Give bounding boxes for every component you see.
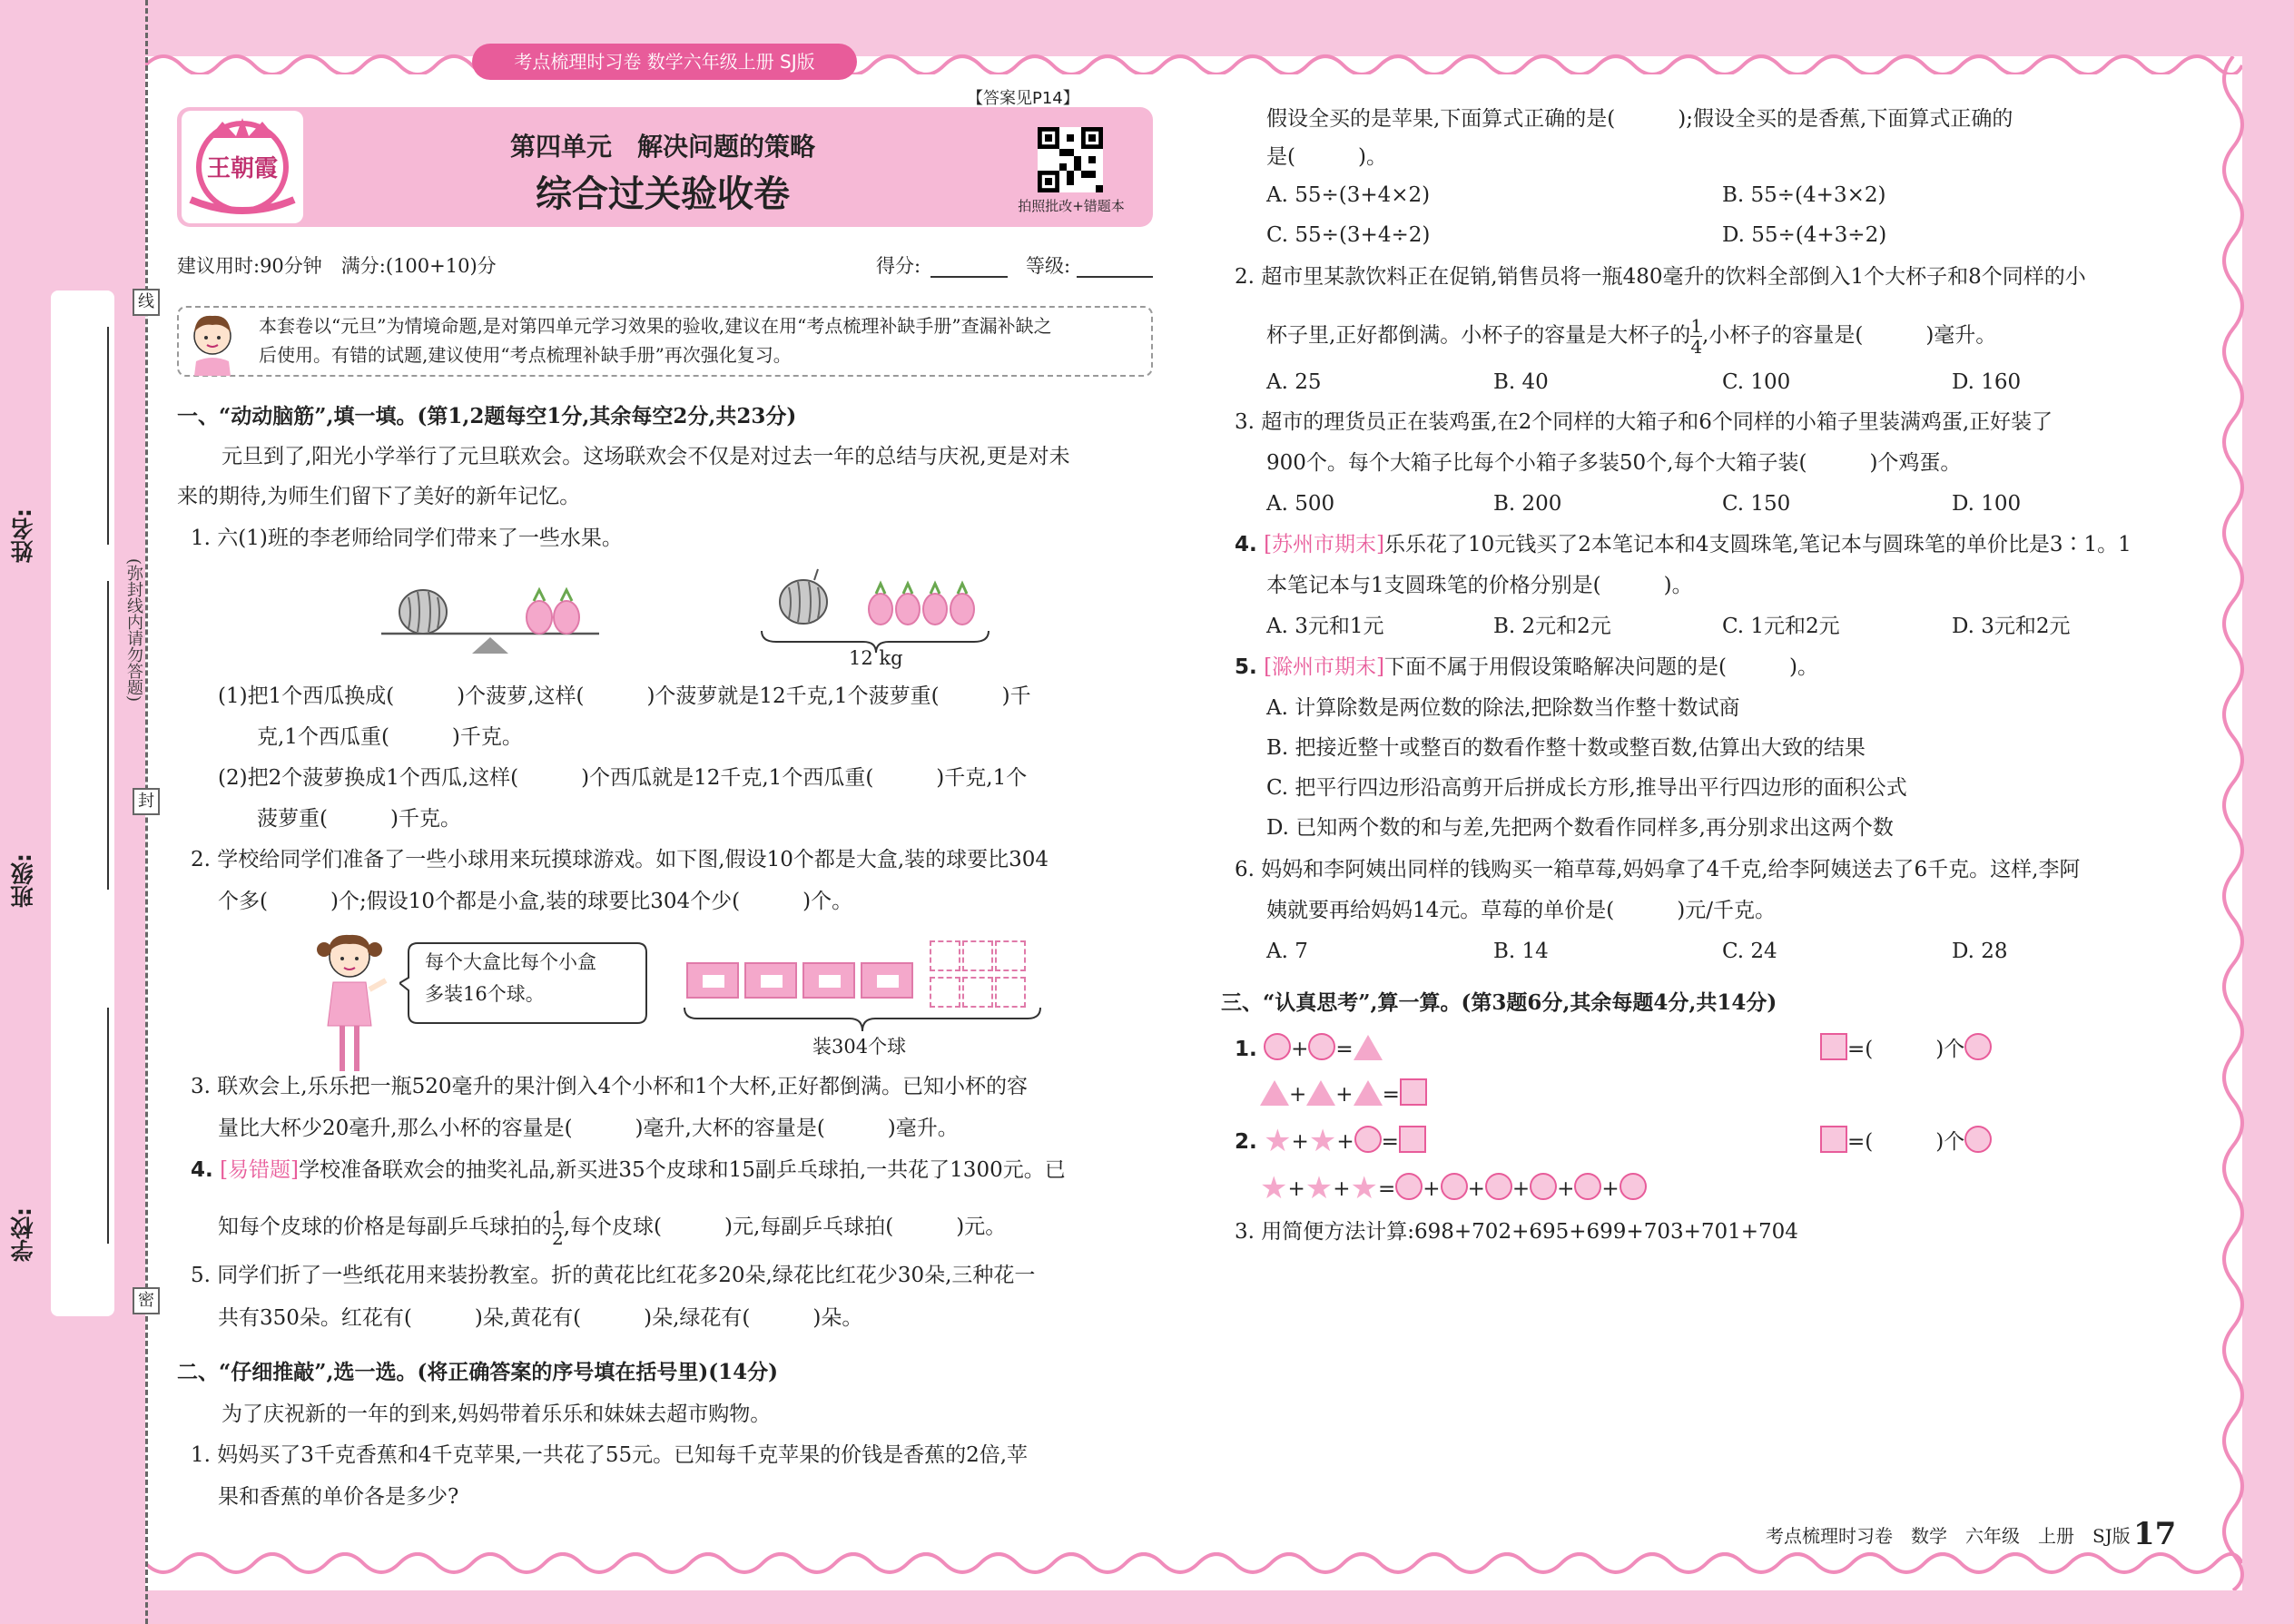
s2-q6-a: 6. 妈妈和李阿姨出同样的钱购买一箱草莓,妈妈拿了4千克,给李阿姨送去了6千克。这样,李阿 [1235,858,2081,881]
star-icon: ★ [1260,1170,1288,1206]
s2-q2-b: 杯子里,正好都倒满。小杯子的容量是大杯子的 $\frac{1}{4}$ ,小杯子的容量是( )毫升。 [1266,315,1997,358]
score-label: 得分: [876,255,921,277]
s1-q1-part1-a: (1)把1个西瓜换成( )个菠萝,这样( )个菠萝就是12千克,1个菠萝重( )千 [218,684,1031,708]
school-label: 学校: [10,1207,36,1262]
balance-scale-figure [372,572,608,663]
s1-q3-b: 量比大杯少20毫升,那么小杯的容量是( )毫升,大杯的容量是( )毫升。 [218,1117,959,1140]
name-label: 姓名: [10,508,36,563]
star-icon: ★ [1308,1123,1337,1159]
s2-q3-option-d[interactable]: D. 100 [1952,492,2022,516]
s2-q4-a: 4. [苏州市期末]乐乐花了10元钱买了2本笔记本和4支圆珠笔,笔记本与圆珠笔的单价比是3∶1。1 [1235,533,2132,556]
seal-note: (弥封线内请勿答题) [124,558,143,703]
s2-q5-a: 5. [滁州市期末]下面不属于用假设策略解决问题的是( )。 [1235,655,1818,679]
student-info-panel [51,290,114,1316]
triangle-icon [1260,1080,1289,1106]
section1-intro-1: 元旦到了,阳光小学举行了元旦联欢会。这场联欢会不仅是对过去一年的总结与庆祝,更是对未 [222,445,1070,468]
star-icon: ★ [1350,1170,1379,1206]
s1-q5-b: 共有350朵。红花有( )朵,黄花有( )朵,绿花有( )朵。 [218,1306,863,1330]
square-icon [1820,1033,1847,1060]
square-icon [1399,1126,1426,1153]
square-icon [1820,1126,1847,1153]
s1-q5-a: 5. 同学们折了一些纸花用来装扮教室。折的黄花比红花多20朵,绿花比红花少30朵,三种花一 [191,1264,1036,1287]
series-tab: 考点梳理时习卷 数学六年级上册 SJ版 [472,44,857,80]
circle-icon [1441,1173,1468,1200]
s3-q2-answer: =( )个 [1820,1126,1992,1156]
s3-q1-answer: =( )个 [1820,1033,1992,1063]
time-score-info: 建议用时:90分钟 满分:(100+10)分 [177,255,497,277]
s3-q3: 3. 用简便方法计算:698+702+695+699+703+701+704 [1235,1220,1798,1244]
s1-q4-a: 4. [易错题]学校准备联欢会的抽奖礼品,新买进35个皮球和15副乒乓球拍,一共花了1300元。已 [191,1158,1066,1182]
grade-field[interactable] [1077,276,1153,278]
score-field[interactable] [930,276,1008,278]
star-icon: ★ [1264,1123,1292,1159]
s2-q1-c: 假设全买的是苹果,下面算式正确的是( );假设全买的是香蕉,下面算式正确的 [1266,107,2013,131]
girl-avatar-icon [183,305,241,378]
s1-q1-stem: 1. 六(1)班的李老师给同学们带来了一些水果。 [191,527,623,550]
section3-title: 三、“认真思考”,算一算。(第3题6分,其余每题4分,共14分) [1221,990,1777,1015]
page-number: 17 [2133,1516,2177,1552]
q4-tag: [易错题] [220,1158,300,1182]
star-icon: ★ [1305,1170,1334,1206]
circle-icon [1264,1033,1291,1060]
circle-icon [1530,1173,1557,1200]
q1-weight-label: 12 kg [849,647,903,669]
s2-q4-b: 本笔记本与1支圆珠笔的价格分别是( )。 [1266,574,1693,597]
q5-source-tag: [滁州市期末] [1264,655,1385,679]
paper-title: 综合过关验收卷 [536,173,790,215]
s2-q5-option-c[interactable]: C. 把平行四边形沿高剪开后拼成长方形,推导出平行四边形的面积公式 [1266,776,1907,800]
wave-border-top [145,38,2242,74]
circle-icon [1964,1126,1992,1153]
s2-q4-option-b[interactable]: B. 2元和2元 [1493,615,1611,638]
s1-q2-a: 2. 学校给同学们准备了一些小球用来玩摸球游戏。如下图,假设10个都是大盒,装的球要比304 [191,848,1049,871]
s3-q2-eq1: 2. ★+★+ = [1235,1126,1426,1156]
seal-char-xian: 线 [133,289,160,316]
s3-q1-eq2: + + = [1260,1078,1427,1108]
s2-q5-option-b[interactable]: B. 把接近整十或整百的数看作整十数或整百数,估算出大致的结果 [1266,736,1866,760]
s1-q4-b: 知每个皮球的价格是每副乒乓球拍的 $\frac{1}{2}$ ,每个皮球( )元,每副乒乓球拍( )元。 [218,1206,1007,1249]
s2-q4-option-d[interactable]: D. 3元和2元 [1952,615,2071,638]
s2-q6-option-a[interactable]: A. 7 [1266,940,1308,963]
s2-q2-option-a[interactable]: A. 25 [1266,370,1322,394]
s1-q2-b: 个多( )个;假设10个都是小盒,装的球要比304个少( )个。 [218,890,853,913]
s2-q3-option-a[interactable]: A. 500 [1266,492,1335,516]
seal-char-mi: 密 [133,1287,160,1314]
s2-q3-option-b[interactable]: B. 200 [1493,492,1562,516]
s2-q1-a: 1. 妈妈买了3千克香蕉和4千克苹果,一共花了55元。已知每千克苹果的价钱是香蕉的2倍,苹 [191,1443,1029,1467]
s3-q2-eq2: ★+★+★= + + + + + [1260,1173,1647,1203]
square-icon [1400,1078,1427,1106]
class-field[interactable] [107,581,109,890]
brand-logo [182,111,303,223]
s2-q1-option-b[interactable]: B. 55÷(4+3×2) [1722,183,1886,207]
q4-source-tag: [苏州市期末] [1264,533,1385,556]
s2-q2-option-b[interactable]: B. 40 [1493,370,1549,394]
circle-icon [1574,1173,1601,1200]
girl-figure [313,926,395,1080]
footer-text: 考点梳理时习卷 数学 六年级 上册 SJ版 [1766,1525,2131,1547]
answer-reference: 【答案见P14】 [967,89,1079,108]
triangle-icon [1354,1080,1383,1106]
circle-icon [1485,1173,1512,1200]
qr-code-icon[interactable] [1038,127,1103,192]
intro-line-1: 本套卷以“元旦”为情境命题,是对第四单元学习效果的验收,建议在用“考点梳理补缺手册”查漏补缺之 [259,315,1052,337]
class-label: 班级: [10,853,36,908]
s2-q4-option-c[interactable]: C. 1元和2元 [1722,615,1840,638]
circle-icon [1620,1173,1647,1200]
wave-border-bottom [145,1552,2242,1589]
circle-icon [1308,1033,1335,1060]
school-field[interactable] [107,1008,109,1244]
s2-q1-option-c[interactable]: C. 55÷(3+4÷2) [1266,223,1431,247]
grade-label: 等级: [1026,255,1071,277]
s2-q1-option-d[interactable]: D. 55÷(4+3÷2) [1722,223,1887,247]
s2-q1-b: 果和香蕉的单价各是多少? [218,1485,459,1509]
section1-intro-2: 来的期待,为师生们留下了美好的新年记忆。 [177,485,581,508]
triangle-icon [1306,1080,1335,1106]
s2-q3-a: 3. 超市的理货员正在装鸡蛋,在2个同样的大箱子和6个同样的小箱子里装满鸡蛋,正好装了 [1235,410,2053,434]
s2-q1-option-a[interactable]: A. 55÷(3+4×2) [1266,183,1431,207]
intro-line-2: 后使用。有错的试题,建议使用“考点梳理补缺手册”再次强化复习。 [259,344,792,366]
s2-q2-option-c[interactable]: C. 100 [1722,370,1791,394]
s2-q6-b: 姨就要再给妈妈14元。草莓的单价是( )元/千克。 [1266,899,1776,922]
circle-icon [1395,1173,1423,1200]
wave-border-right [2215,56,2251,1590]
s1-q3-a: 3. 联欢会上,乐乐把一瓶520毫升的果汁倒入4个小杯和1个大杯,正好都倒满。已知小杯的容 [191,1075,1029,1098]
seal-char-feng: 封 [133,788,160,815]
s2-q6-option-d[interactable]: D. 28 [1952,940,2008,963]
section2-intro: 为了庆祝新的一年的到来,妈妈带着乐乐和妹妹去超市购物。 [222,1403,772,1426]
unit-title: 第四单元 解决问题的策略 [509,132,815,162]
s1-q1-part2-a: (2)把2个菠萝换成1个西瓜,这样( )个西瓜就是12千克,1个西瓜重( )千克,1个 [218,766,1028,790]
s2-q6-option-c[interactable]: C. 24 [1722,940,1777,963]
s2-q2-option-d[interactable]: D. 160 [1952,370,2022,394]
s2-q3-b: 900个。每个大箱子比每个小箱子多装50个,每个大箱子装( )个鸡蛋。 [1266,451,1962,475]
s2-q4-option-a[interactable]: A. 3元和1元 [1266,615,1384,638]
s3-q1-eq1: 1. + = [1235,1033,1383,1063]
circle-icon [1354,1126,1382,1153]
circle-icon [1964,1033,1992,1060]
name-field[interactable] [107,327,109,545]
section2-title: 二、“仔细推敲”,选一选。(将正确答案的序号填在括号里)(14分) [177,1360,779,1384]
s1-q1-part1-b: 克,1个西瓜重( )千克。 [257,725,523,749]
s2-q5-option-a[interactable]: A. 计算除数是两位数的除法,把除数当作整十数试商 [1266,696,1740,720]
s2-q5-option-d[interactable]: D. 已知两个数的和与差,先把两个数看作同样多,再分别求出这两个数 [1266,816,1894,840]
s1-q1-part2-b: 菠萝重( )千克。 [257,807,461,831]
triangle-icon [1354,1035,1383,1060]
s2-q1-d: 是( )。 [1266,145,1387,169]
svg-text:王朝霞: 王朝霞 [206,155,279,182]
qr-caption: 拍照批改+错题本 [1018,198,1125,214]
bubble-line-1: 每个大盒比每个小盒 [425,951,596,973]
section1-title: 一、“动动脑筋”,填一填。(第1,2题每空1分,其余每空2分,共23分) [177,404,797,428]
fraction-one-quarter: $\frac{1}{4}$ [1690,315,1703,358]
fraction-one-half: $\frac{1}{2}$ [552,1206,564,1249]
s2-q2-a: 2. 超市里某款饮料正在促销,销售员将一瓶480毫升的饮料全部倒入1个大杯子和8个同样的小 [1235,265,2086,289]
bubble-line-2: 多装16个球。 [425,983,545,1005]
s2-q6-option-b[interactable]: B. 14 [1493,940,1549,963]
s2-q3-option-c[interactable]: C. 150 [1722,492,1791,516]
boxes-label: 装304个球 [812,1036,907,1058]
